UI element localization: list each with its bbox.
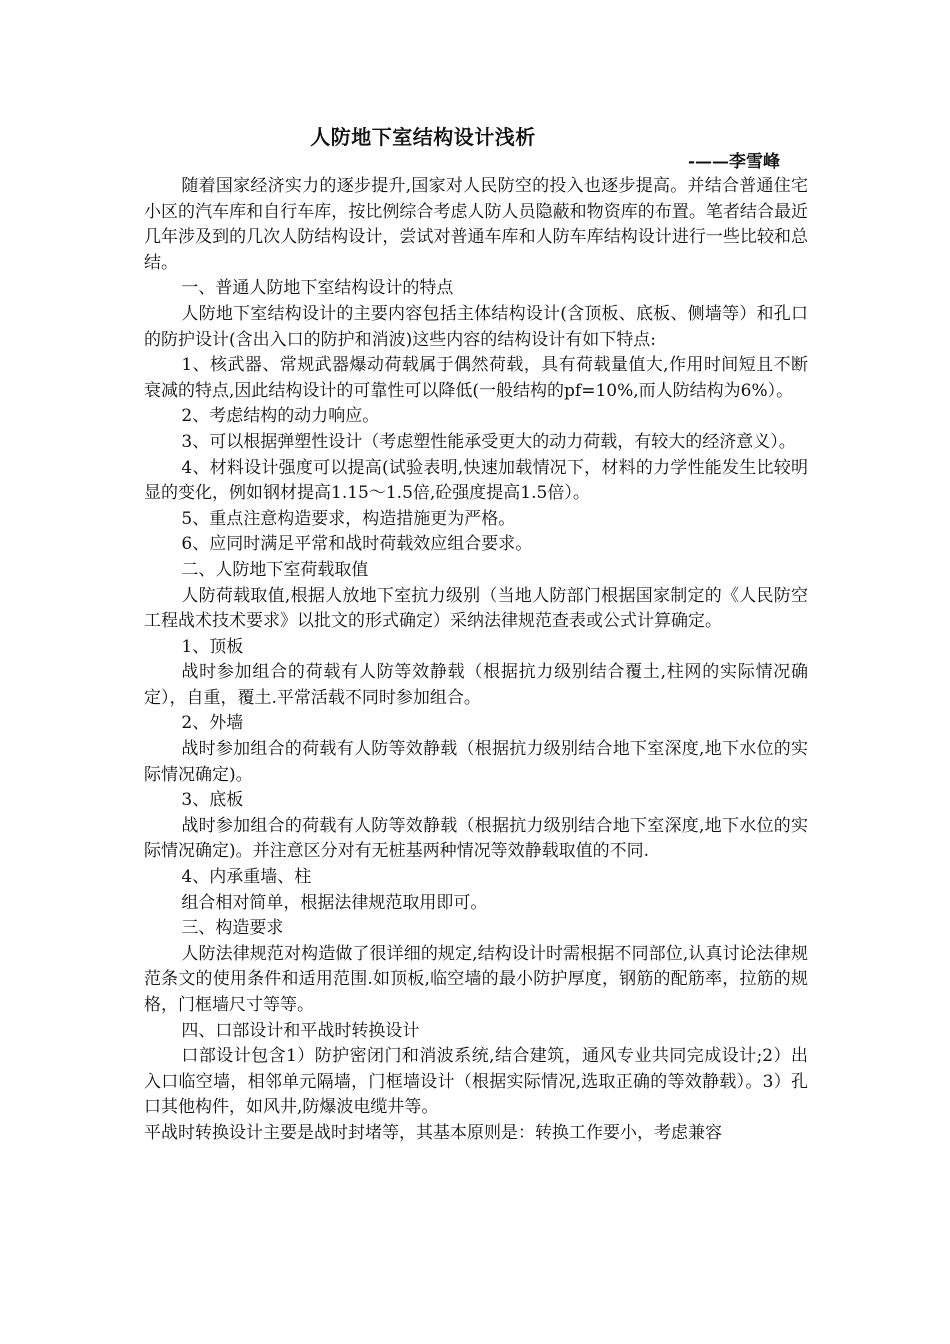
document-title: 人防地下室结构设计浅析 — [310, 125, 536, 149]
list-item: 4、材料设计强度可以提高(试验表明,快速加载情况下，材料的力学性能发生比较明显的变化，例如钢材提高1.15～1.5倍,砼强度提高1.5倍）。 — [144, 457, 808, 504]
body-paragraph: 平战时转换设计主要是战时封堵等，其基本原则是：转换工作要小，考虑兼容 — [144, 1122, 722, 1143]
section-heading: 四、口部设计和平战时转换设计 — [181, 1020, 420, 1041]
subsection-heading: 2、外墙 — [181, 713, 244, 734]
body-paragraph: 战时参加组合的荷载有人防等效静载（根据抗力级别结合覆土,柱网的实际情况确定），自重，覆土.平常活载不同时参加组合。 — [144, 662, 808, 708]
list-item: 5、重点注意构造要求，构造措施更为严格。 — [181, 508, 516, 529]
section-heading: 二、人防地下室荷载取值 — [181, 559, 369, 580]
body-paragraph: 人防荷载取值,根据人放地下室抗力级别（当地人防部门根据国家制定的《人民防空工程战术技术要求》以批文的形式确定）采纳法律规范查表或公式计算确定。 — [144, 585, 808, 632]
document-body — [144, 174, 808, 1147]
list-item: 3、可以根据弹塑性设计（考虑塑性能承受更大的动力荷载，有较大的经济意义）。 — [181, 431, 796, 452]
list-item: 6、应同时满足平常和战时荷载效应组合要求。 — [181, 534, 533, 555]
subsection-heading: 3、底板 — [181, 790, 244, 811]
list-item: 1、核武器、常规武器爆动荷载属于偶然荷载，具有荷载量值大,作用时间短且不断衰减的特点,因此结构设计的可靠性可以降低(一般结构的pf=10%,而人防结构为6%）。 — [144, 355, 808, 401]
section-heading: 三、构造要求 — [181, 918, 284, 939]
body-paragraph: 人防地下室结构设计的主要内容包括主体结构设计(含顶板、底板、侧墙等）和孔口的防护设计(含出入口的防护和消波)这些内容的结构设计有如下特点: — [144, 303, 808, 350]
section-heading: 一、普通人防地下室结构设计的特点 — [181, 278, 454, 299]
body-paragraph: 组合相对简单，根据法律规范取用即可。 — [181, 892, 488, 913]
body-paragraph: 战时参加组合的荷载有人防等效静载（根据抗力级别结合地下室深度,地下水位的实际情况确定)。并注意区分对有无桩基两种情况等效静载取值的不同. — [144, 815, 808, 862]
subsection-heading: 1、顶板 — [181, 636, 244, 657]
body-paragraph: 口部设计包含1）防护密闭门和消波系统,结合建筑，通风专业共同完成设计;2）出入口临空墙，相邻单元隔墙，门框墙设计（根据实际情况,选取正确的等效静载）。3）孔口其他构件，如风井,防爆波电缆井等。 — [144, 1046, 808, 1118]
body-paragraph: 战时参加组合的荷载有人防等效静载（根据抗力级别结合地下室深度,地下水位的实际情况确定)。 — [144, 739, 808, 785]
author-line: -——李雪峰 — [688, 152, 781, 172]
body-paragraph: 人防法律规范对构造做了很详细的规定,结构设计时需根据不同部位,认真讨论法律规范条文的使用条件和适用范围.如顶板,临空墙的最小防护厚度，钢筋的配筋率，拉筋的规格，门框墙尺寸等等。 — [144, 943, 808, 1015]
intro-paragraph: 随着国家经济实力的逐步提升,国家对人民防空的投入也逐步提高。并结合普通住宅小区的汽车库和自行车库，按比例综合考虑人防人员隐蔽和物资库的布置。笔者结合最近几年涉及到的几次人防结构设计，尝试对普通车库和人防车库结构设计进行一些比较和总结。 — [144, 176, 808, 273]
subsection-heading: 4、内承重墙、柱 — [181, 867, 312, 888]
list-item: 2、考虑结构的动力响应。 — [181, 406, 380, 427]
